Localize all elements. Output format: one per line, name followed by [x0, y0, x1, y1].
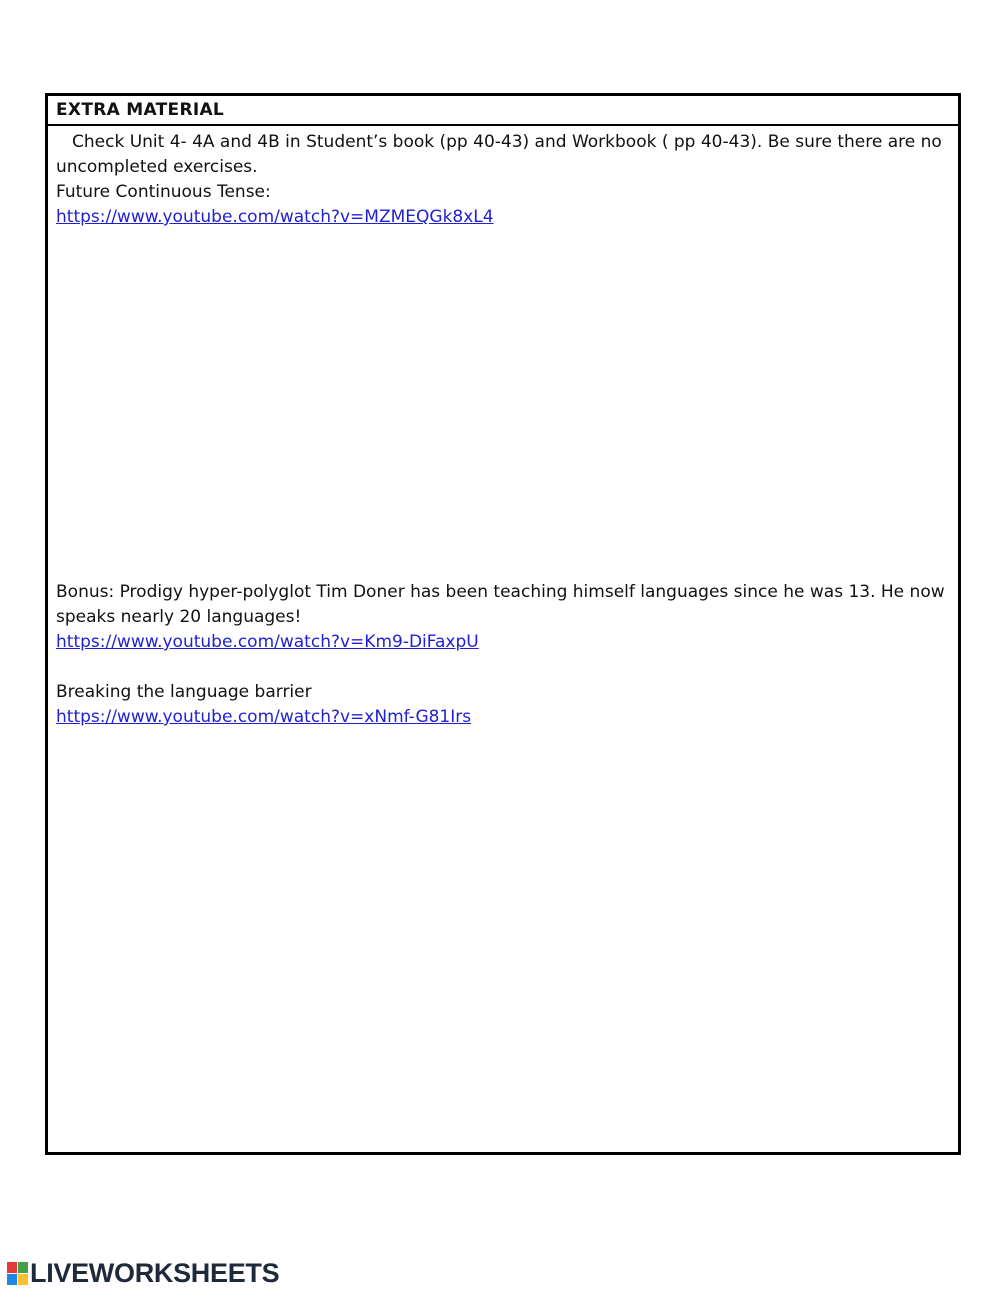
line-gap: [56, 655, 948, 680]
liveworksheets-logo: [7, 1258, 279, 1289]
box-header: EXTRA MATERIAL: [48, 96, 958, 126]
logo-text: LIVEWORKSHEETS: [30, 1258, 280, 1288]
logo-square-red: [7, 1262, 17, 1273]
section-title-future-continuous: Future Continuous Tense:: [56, 182, 271, 202]
link-bonus-video[interactable]: https://www.youtube.com/watch?v=Km9-DiFaxpU: [56, 632, 479, 652]
bonus-text: Bonus: Prodigy hyper-polyglot Tim Doner has been teaching himself languages since he was 13. He now speaks nearly 20 languages!: [56, 582, 945, 627]
answer-space: [56, 230, 948, 580]
logo-mark-icon: [7, 1262, 28, 1285]
link-language-barrier-video[interactable]: https://www.youtube.com/watch?v=xNmf-G81Irs: [56, 707, 472, 727]
link-future-continuous-video[interactable]: https://www.youtube.com/watch?v=MZMEQGk8xL4: [56, 207, 494, 227]
section-title-language-barrier: Breaking the language barrier: [56, 682, 312, 702]
extra-material-box: [45, 93, 961, 1155]
intro-text: Check Unit 4- 4A and 4B in Student’s book (pp 40-43) and Workbook ( pp 40-43). Be sure there are no uncompleted exercises.: [56, 132, 942, 177]
logo-square-blue: [7, 1274, 17, 1285]
logo-square-yellow: [18, 1274, 28, 1285]
box-body: [48, 126, 958, 730]
logo-square-green: [18, 1262, 28, 1273]
